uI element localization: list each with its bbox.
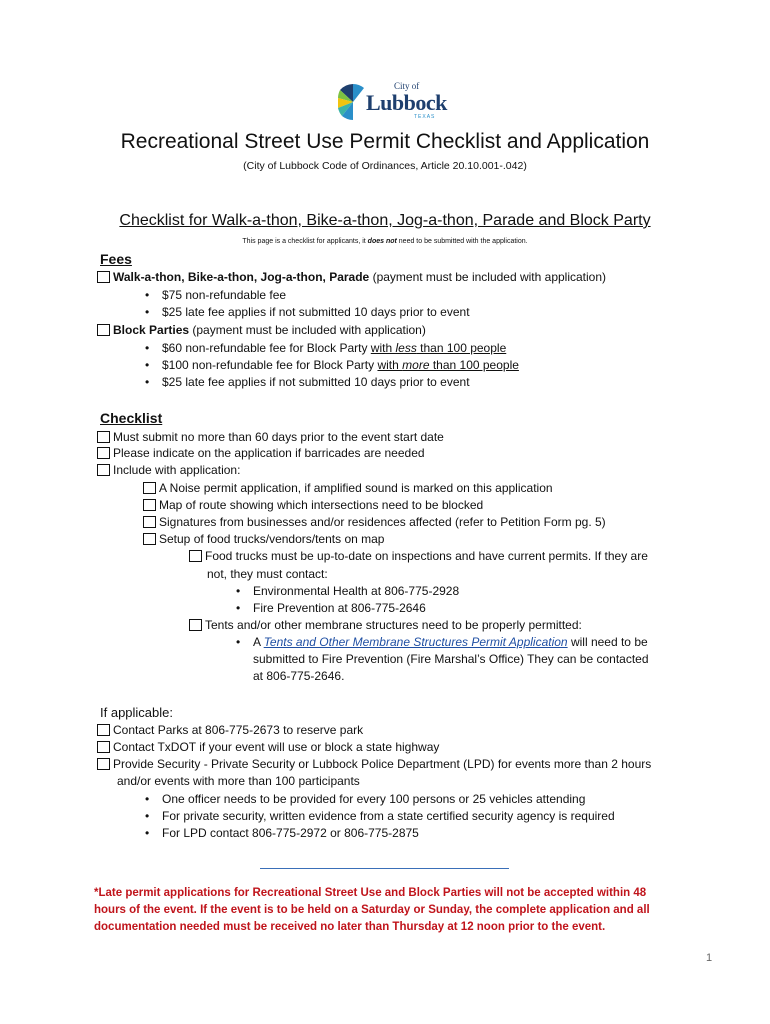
block-fee-item	[162, 358, 519, 373]
bullet-icon: •	[145, 826, 150, 840]
block-fee-with: with	[370, 341, 396, 355]
divider-line	[260, 868, 509, 869]
page-number: 1	[706, 952, 713, 964]
bullet-icon: •	[236, 635, 241, 649]
bullet-icon: •	[236, 584, 241, 598]
checklist-subitem[interactable]	[143, 515, 606, 530]
checklist-subitem-label: Signatures from businesses and/or residences affected (refer to Petition Form pg. 5)	[159, 515, 606, 529]
security-bullet: For private security, written evidence from a state certified security agency is required	[162, 809, 615, 823]
tents-permit-link[interactable]: Tents and Other Membrane Structures Permit Application	[263, 635, 568, 649]
food-trucks-label-cont: not, they must contact:	[207, 567, 328, 581]
tents-permit-text: A	[253, 635, 264, 649]
walk-fee-item: $25 late fee applies if not submitted 10 days prior to event	[162, 305, 470, 319]
applicable-item-label: Contact TxDOT if your event will use or block a state highway	[113, 740, 440, 754]
checklist-checkbox[interactable]	[143, 482, 156, 494]
block-fee-underlined	[377, 358, 518, 372]
checklist-checkbox[interactable]	[97, 447, 110, 459]
checklist-item-label: Please indicate on the application if barricades are needed	[113, 446, 425, 460]
tents-permit-line	[253, 635, 648, 650]
notice-text-end: need to be submitted with the application.	[396, 238, 528, 245]
bullet-icon: •	[145, 375, 150, 389]
bullet-icon: •	[145, 305, 150, 319]
block-fee-emphasis: less	[395, 341, 417, 355]
checklist-subitem-label: Map of route showing which intersections need to be blocked	[159, 498, 484, 512]
checklist-checkbox[interactable]	[143, 516, 156, 528]
walk-fee-option[interactable]	[97, 270, 606, 285]
checklist-item[interactable]	[97, 430, 444, 445]
checklist-checkbox[interactable]	[143, 499, 156, 511]
logo-city-text: City of	[394, 81, 420, 91]
block-party-label: Block Parties	[113, 323, 190, 337]
checklist-item[interactable]	[97, 446, 425, 461]
walk-fee-checkbox[interactable]	[97, 271, 110, 283]
applicable-item-cont: and/or events with more than 100 participants	[117, 774, 360, 788]
food-trucks-checkbox[interactable]	[189, 550, 202, 562]
bullet-icon: •	[145, 288, 150, 302]
block-fee-text: $100 non-refundable fee for Block Party	[162, 358, 378, 372]
late-warning-line: hours of the event. If the event is to be held on a Saturday or Sunday, the complete application and all	[94, 904, 650, 916]
contact-item: Environmental Health at 806-775-2928	[253, 584, 460, 598]
block-fee-emphasis: more	[402, 358, 430, 372]
applicable-checkbox[interactable]	[97, 724, 110, 736]
tents-item[interactable]	[189, 618, 582, 633]
checklist-heading: Checklist	[100, 410, 163, 426]
checklist-item-label: Include with application:	[113, 463, 241, 477]
checklist-checkbox[interactable]	[97, 431, 110, 443]
late-warning-line: documentation needed must be received no later than Thursday at 12 noon prior to the event.	[94, 921, 606, 933]
bullet-icon: •	[145, 341, 150, 355]
notice-text: This page is a checklist for applicants, it	[242, 238, 368, 245]
checklist-notice	[0, 238, 770, 245]
logo-name-text: Lubbock	[366, 90, 447, 115]
checklist-subitem[interactable]	[143, 481, 553, 496]
fees-heading: Fees	[100, 251, 132, 267]
security-bullet: One officer needs to be provided for every 100 persons or 25 vehicles attending	[162, 792, 586, 806]
block-fee-tail: than 100 people	[429, 358, 519, 372]
bullet-icon: •	[236, 601, 241, 615]
applicable-item[interactable]	[97, 723, 363, 738]
checklist-subitem[interactable]	[143, 498, 483, 513]
walk-fee-label: Walk-a-thon, Bike-a-thon, Jog-a-thon, Parade	[113, 270, 370, 284]
tents-label: Tents and/or other membrane structures need to be properly permitted:	[205, 618, 582, 632]
contact-item: Fire Prevention at 806-775-2646	[253, 601, 426, 615]
walk-fee-note: (payment must be included with application)	[369, 270, 607, 284]
notice-emphasis: does not	[367, 238, 397, 245]
block-party-option[interactable]	[97, 323, 426, 338]
block-fee-item	[162, 341, 506, 356]
page-subtitle: (City of Lubbock Code of Ordinances, Article 20.10.001-.042)	[243, 160, 527, 172]
bullet-icon: •	[145, 809, 150, 823]
block-fee-underlined	[371, 341, 506, 355]
tents-permit-line: submitted to Fire Prevention (Fire Marshal’s Office) They can be contacted	[253, 652, 649, 666]
page-title: Recreational Street Use Permit Checklist and Application	[120, 130, 650, 153]
food-trucks-label: Food trucks must be up-to-date on inspections and have current permits. If they are	[205, 549, 648, 563]
applicable-item-label: Contact Parks at 806-775-2673 to reserve park	[113, 723, 364, 737]
block-fee-text: $60 non-refundable fee for Block Party	[162, 341, 371, 355]
city-logo	[338, 80, 447, 124]
bullet-icon: •	[145, 358, 150, 372]
checklist-subitem-label: Setup of food trucks/vendors/tents on map	[159, 532, 385, 546]
block-fee-tail: than 100 people	[416, 341, 507, 355]
applicable-heading: If applicable:	[100, 705, 173, 720]
block-party-note: (payment must be included with application)	[189, 323, 426, 337]
applicable-item[interactable]	[97, 757, 651, 772]
bullet-icon: •	[145, 792, 150, 806]
checklist-checkbox[interactable]	[143, 533, 156, 545]
logo-state-text: TEXAS	[414, 114, 436, 120]
late-warning-line: *Late permit applications for Recreational Street Use and Block Parties will not be accepted within 48	[94, 887, 647, 899]
checklist-checkbox[interactable]	[97, 464, 110, 476]
applicable-item-label: Provide Security - Private Security or Lubbock Police Department (LPD) for events more than 2 hours	[113, 757, 652, 771]
block-fee-with: with	[377, 358, 403, 372]
security-bullet: For LPD contact 806-775-2972 or 806-775-2875	[162, 826, 419, 840]
block-fee-item: $25 late fee applies if not submitted 10 days prior to event	[162, 375, 470, 389]
applicable-item[interactable]	[97, 740, 439, 755]
checklist-subitem-label: A Noise permit application, if amplified sound is marked on this application	[159, 481, 553, 495]
tents-permit-line: at 806-775-2646.	[253, 669, 345, 683]
applicable-checkbox[interactable]	[97, 758, 110, 770]
checklist-item-label: Must submit no more than 60 days prior to the event start date	[113, 430, 444, 444]
section-title: Checklist for Walk-a-thon, Bike-a-thon, Jog-a-thon, Parade and Block Party	[119, 212, 651, 229]
checklist-item[interactable]	[97, 463, 240, 478]
walk-fee-item: $75 non-refundable fee	[162, 288, 287, 302]
applicable-checkbox[interactable]	[97, 741, 110, 753]
tents-permit-text-end: will need to be	[567, 635, 648, 649]
food-trucks-item[interactable]	[189, 549, 648, 564]
tents-checkbox[interactable]	[189, 619, 202, 631]
logo-sunburst-icon	[338, 82, 368, 122]
checklist-subitem[interactable]	[143, 532, 384, 547]
block-party-checkbox[interactable]	[97, 324, 110, 336]
